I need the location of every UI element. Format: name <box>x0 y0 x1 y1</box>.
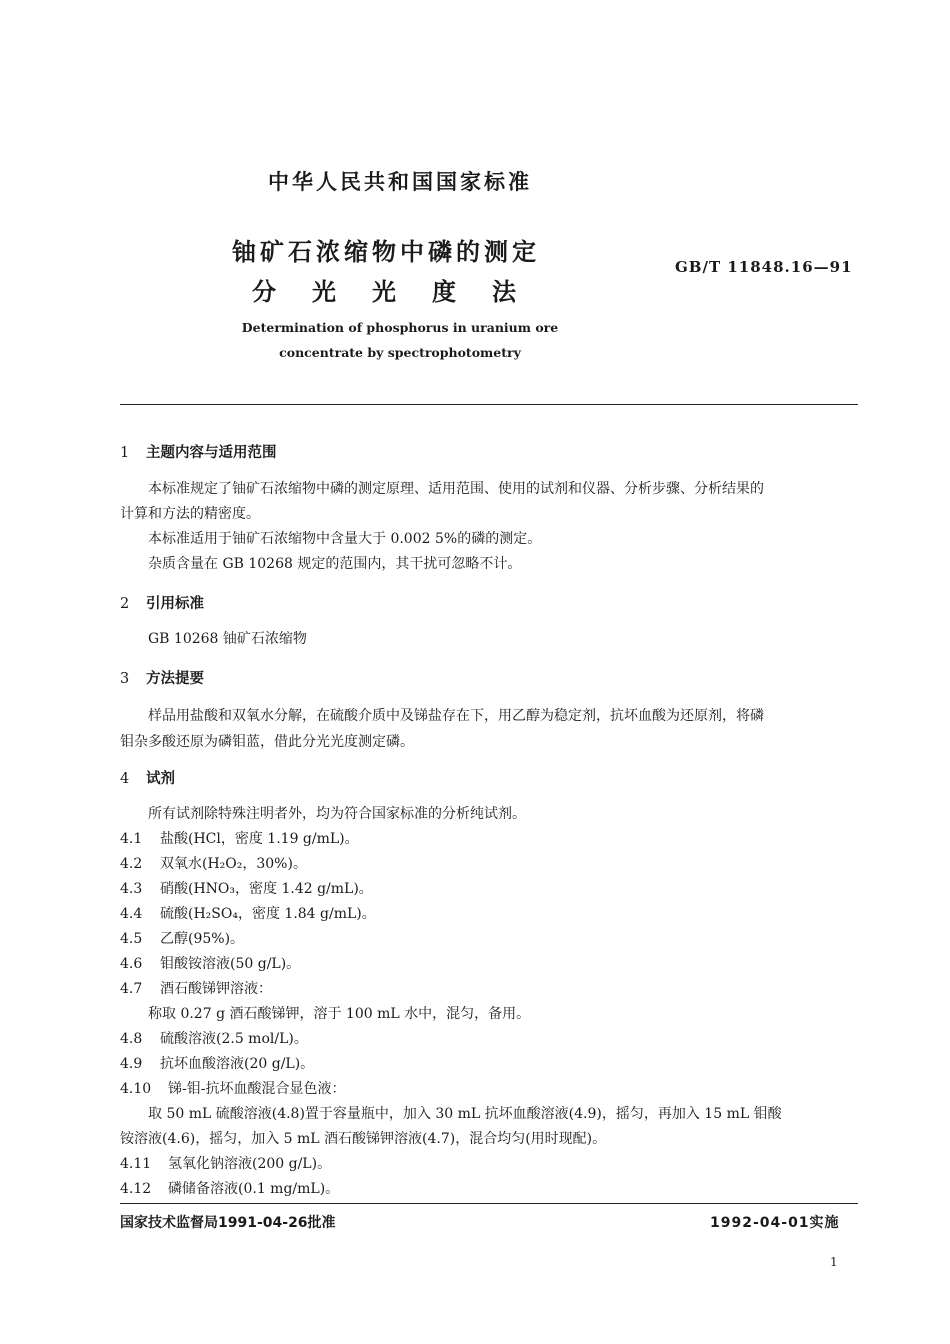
approval-date: 国家技术监督局1991-04-26批准 <box>120 1215 336 1231</box>
reagent-number: 4.10 <box>120 1081 152 1097</box>
national-standard-heading: 中华人民共和国国家标准 <box>268 170 532 194</box>
reagent-number: 4.9 <box>120 1056 143 1072</box>
section-3-heading <box>120 667 204 688</box>
section-title: 试剂 <box>146 770 175 787</box>
header-divider <box>120 404 858 405</box>
section-4-intro: 所有试剂除特殊注明者外，均为符合国家标准的分析纯试剂。 <box>148 806 526 822</box>
section-number: 1 <box>120 445 130 461</box>
reagent-number: 4.4 <box>120 906 143 922</box>
section-1-paragraph-1-line-2: 计算和方法的精密度。 <box>120 506 260 522</box>
section-1-paragraph-2: 本标准适用于铀矿石浓缩物中含量大于 0.002 5%的磷的测定。 <box>148 531 542 547</box>
document-title-line-2: 分光光度法 <box>252 278 552 306</box>
section-title: 方法提要 <box>146 670 204 687</box>
english-title-line-1: Determination of phosphorus in uranium ore <box>241 320 559 335</box>
standard-number: GB/T 11848.16—91 <box>675 258 853 276</box>
reagent-text: 锑-钼-抗坏血酸混合显色液： <box>168 1081 346 1097</box>
section-number: 4 <box>120 771 130 787</box>
document-title-line-1: 铀矿石浓缩物中磷的测定 <box>232 238 540 266</box>
reagent-item <box>120 853 307 873</box>
reagent-item <box>120 978 272 998</box>
section-2-reference: GB 10268 铀矿石浓缩物 <box>148 631 307 647</box>
reagent-item <box>120 1178 339 1198</box>
reagent-item <box>120 1078 345 1098</box>
reagent-number: 4.6 <box>120 956 143 972</box>
section-1-paragraph-1-line-1: 本标准规定了铀矿石浓缩物中磷的测定原理、适用范围、使用的试剂和仪器、分析步骤、分析结果的 <box>148 481 764 497</box>
reagent-4-10-detail-line-2: 铵溶液(4.6)，摇匀，加入 5 mL 酒石酸锑钾溶液(4.7)，混合均匀(用时现配)。 <box>120 1131 607 1147</box>
section-3-paragraph-line-1: 样品用盐酸和双氧水分解，在硫酸介质中及锑盐存在下，用乙醇为稳定剂，抗坏血酸为还原剂，将磷 <box>148 708 764 724</box>
section-number: 2 <box>120 596 130 612</box>
section-number: 3 <box>120 671 130 687</box>
reagent-number: 4.2 <box>120 856 143 872</box>
section-title: 主题内容与适用范围 <box>146 444 277 461</box>
section-2-heading <box>120 592 204 613</box>
reagent-item <box>120 928 244 948</box>
reagent-item <box>120 953 300 973</box>
reagent-text: 双氧水(H₂O₂，30%)。 <box>160 856 307 872</box>
reagent-text: 硫酸溶液(2.5 mol/L)。 <box>160 1031 308 1047</box>
reagent-item <box>120 828 359 848</box>
reagent-text: 硫酸(H₂SO₄，密度 1.84 g/mL)。 <box>160 906 376 922</box>
reagent-text: 酒石酸锑钾溶液： <box>160 981 272 997</box>
reagent-text: 钼酸铵溶液(50 g/L)。 <box>160 956 301 972</box>
section-title: 引用标准 <box>146 595 204 612</box>
reagent-item <box>120 1053 314 1073</box>
reagent-text: 抗坏血酸溶液(20 g/L)。 <box>160 1056 315 1072</box>
page-number: 1 <box>830 1255 838 1269</box>
implementation-date: 1992-04-01实施 <box>710 1215 840 1231</box>
reagent-item <box>120 1153 331 1173</box>
reagent-number: 4.5 <box>120 931 143 947</box>
reagent-number: 4.11 <box>120 1156 152 1172</box>
reagent-text: 乙醇(95%)。 <box>160 931 245 947</box>
reagent-number: 4.12 <box>120 1181 152 1197</box>
section-1-paragraph-3: 杂质含量在 GB 10268 规定的范围内，其干扰可忽略不计。 <box>148 556 522 572</box>
reagent-text: 氢氧化钠溶液(200 g/L)。 <box>168 1156 332 1172</box>
english-title-line-2: concentrate by spectrophotometry <box>279 345 521 360</box>
reagent-number: 4.8 <box>120 1031 143 1047</box>
reagent-number: 4.3 <box>120 881 143 897</box>
reagent-number: 4.1 <box>120 831 143 847</box>
reagent-item <box>120 903 376 923</box>
reagent-text: 硝酸(HNO₃，密度 1.42 g/mL)。 <box>160 881 373 897</box>
section-4-heading <box>120 767 175 788</box>
reagent-text: 磷储备溶液(0.1 mg/mL)。 <box>168 1181 340 1197</box>
reagent-4-7-detail: 称取 0.27 g 酒石酸锑钾，溶于 100 mL 水中，混匀，备用。 <box>148 1006 531 1022</box>
section-3-paragraph-line-2: 钼杂多酸还原为磷钼蓝，借此分光光度测定磷。 <box>120 734 414 750</box>
section-1-heading <box>120 441 277 462</box>
reagent-item <box>120 1028 308 1048</box>
footer-divider <box>120 1203 858 1204</box>
reagent-item <box>120 878 373 898</box>
reagent-number: 4.7 <box>120 981 143 997</box>
reagent-4-10-detail-line-1: 取 50 mL 硫酸溶液(4.8)置于容量瓶中，加入 30 mL 抗坏血酸溶液(4.9)，摇匀，再加入 15 mL 钼酸 <box>148 1106 782 1122</box>
reagent-text: 盐酸(HCl，密度 1.19 g/mL)。 <box>160 831 359 847</box>
